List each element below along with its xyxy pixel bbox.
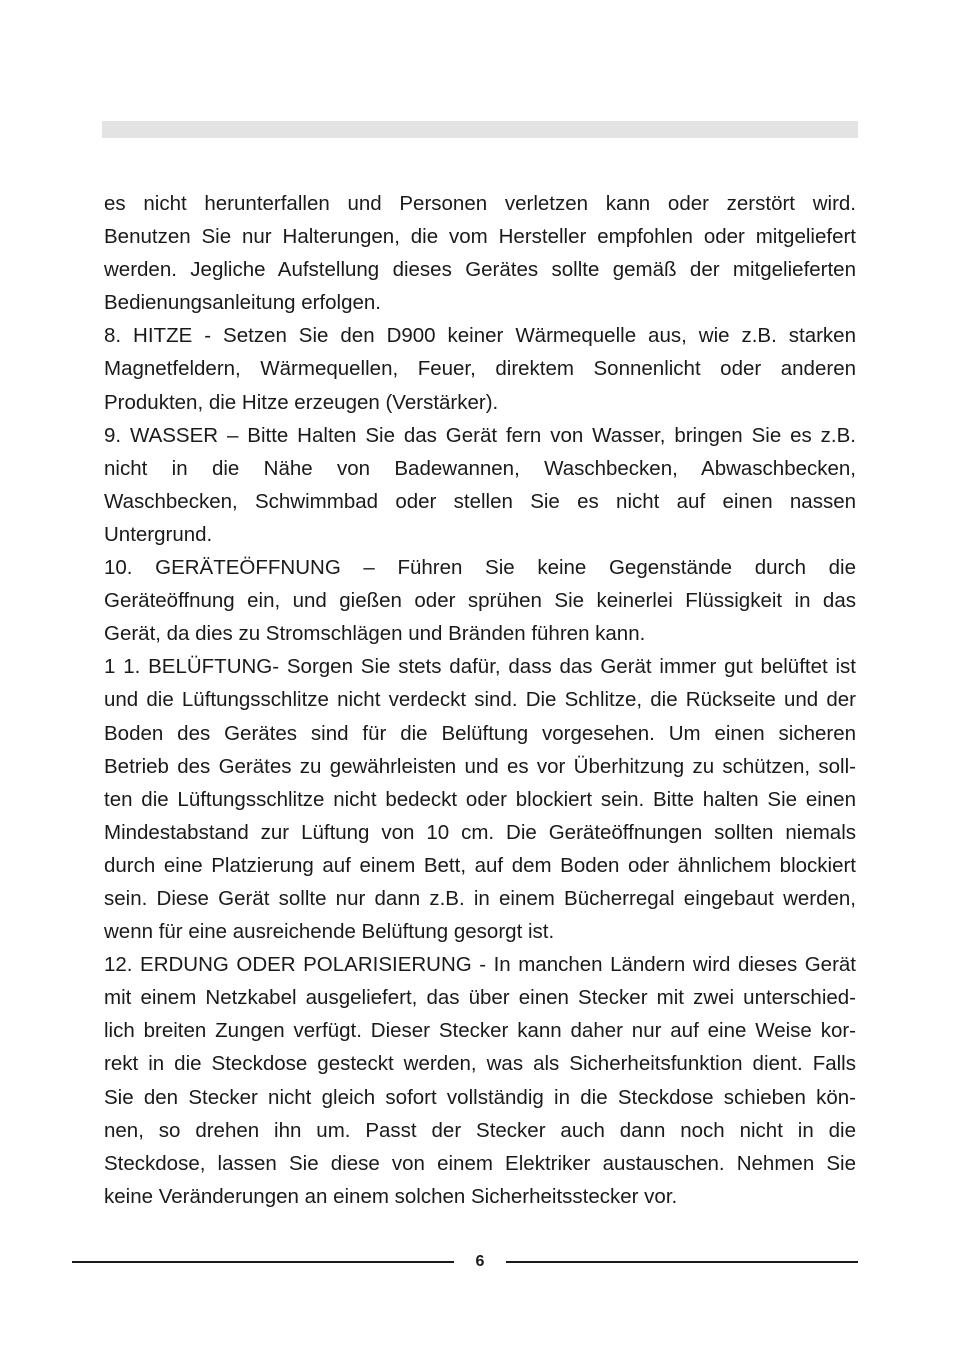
text-line: Boden des Gerätes sind für die Belüftung vorgesehen. Um einen sicheren — [104, 721, 856, 745]
header-bar — [102, 121, 858, 138]
text-line: Produkten, die Hitze erzeugen (Verstärker). — [104, 390, 499, 414]
page-number: 6 — [475, 1253, 485, 1270]
text-line: und die Lüftungsschlitze nicht verdeckt sind. Die Schlitze, die Rückseite und der — [104, 688, 856, 712]
text-line: mit einem Netzkabel ausgeliefert, das über einen Stecker mit zwei unterschied- — [104, 986, 856, 1010]
text-line: 8. HITZE - Setzen Sie den D900 keiner Wärmequelle aus, wie z.B. starken — [104, 324, 856, 348]
text-line: Geräteöffnung ein, und gießen oder sprühen Sie keinerlei Flüssigkeit in das — [104, 589, 856, 613]
text-line: rekt in die Steckdose gesteckt werden, was als Sicherheitsfunktion dient. Falls — [104, 1052, 856, 1076]
text-line: ten die Lüftungsschlitze nicht bedeckt oder blockiert sein. Bitte halten Sie einen — [104, 787, 856, 811]
body-text — [104, 187, 856, 1213]
text-line: 12. ERDUNG ODER POLARISIERUNG - In manchen Ländern wird dieses Gerät — [104, 953, 856, 977]
text-line: nen, so drehen ihn um. Passt der Stecker auch dann noch nicht in die — [104, 1118, 856, 1142]
text-line: Steckdose, lassen Sie diese von einem Elektriker austauschen. Nehmen Sie — [104, 1151, 856, 1175]
text-line: nicht in die Nähe von Badewannen, Waschbecken, Abwaschbecken, — [104, 456, 856, 480]
text-line: Waschbecken, Schwimmbad oder stellen Sie es nicht auf einen nassen — [104, 489, 856, 513]
text-line: sein. Diese Gerät sollte nur dann z.B. in einem Bücherregal eingebaut werden, — [104, 886, 856, 910]
text-line: 1 1. BELÜFTUNG- Sorgen Sie stets dafür, dass das Gerät immer gut belüftet ist — [104, 655, 856, 679]
text-line: Sie den Stecker nicht gleich sofort vollständig in die Steckdose schieben kön- — [104, 1085, 856, 1109]
text-line: 10. GERÄTEÖFFNUNG – Führen Sie keine Gegenstände durch die — [104, 556, 856, 580]
footer-rule-right — [506, 1261, 858, 1263]
text-line: 9. WASSER – Bitte Halten Sie das Gerät fern von Wasser, bringen Sie es z.B. — [104, 423, 856, 447]
text-line: Bedienungsanleitung erfolgen. — [104, 291, 381, 315]
text-line: durch eine Platzierung auf einem Bett, auf dem Boden oder ähnlichem blockiert — [104, 853, 856, 877]
text-line: keine Veränderungen an einem solchen Sicherheitsstecker vor. — [104, 1184, 678, 1208]
footer-rule-left — [72, 1261, 454, 1263]
text-line: Mindestabstand zur Lüftung von 10 cm. Die Geräteöffnungen sollten niemals — [104, 820, 856, 844]
text-line: Untergrund. — [104, 522, 213, 546]
text-line: Benutzen Sie nur Halterungen, die vom Hersteller empfohlen oder mitgeliefert — [104, 225, 856, 249]
text-line: wenn für eine ausreichende Belüftung gesorgt ist. — [104, 920, 555, 944]
text-line: werden. Jegliche Aufstellung dieses Gerätes sollte gemäß der mitgelieferten — [104, 258, 856, 282]
text-line: lich breiten Zungen verfügt. Dieser Stecker kann daher nur auf eine Weise kor- — [104, 1019, 856, 1043]
text-line: Magnetfeldern, Wärmequellen, Feuer, direktem Sonnenlicht oder anderen — [104, 357, 856, 381]
text-line: Betrieb des Gerätes zu gewährleisten und es vor Überhitzung zu schützen, soll- — [104, 754, 856, 778]
text-line: es nicht herunterfallen und Personen verletzen kann oder zerstört wird. — [104, 192, 856, 215]
text-line: Gerät, da dies zu Stromschlägen und Bränden führen kann. — [104, 622, 646, 646]
